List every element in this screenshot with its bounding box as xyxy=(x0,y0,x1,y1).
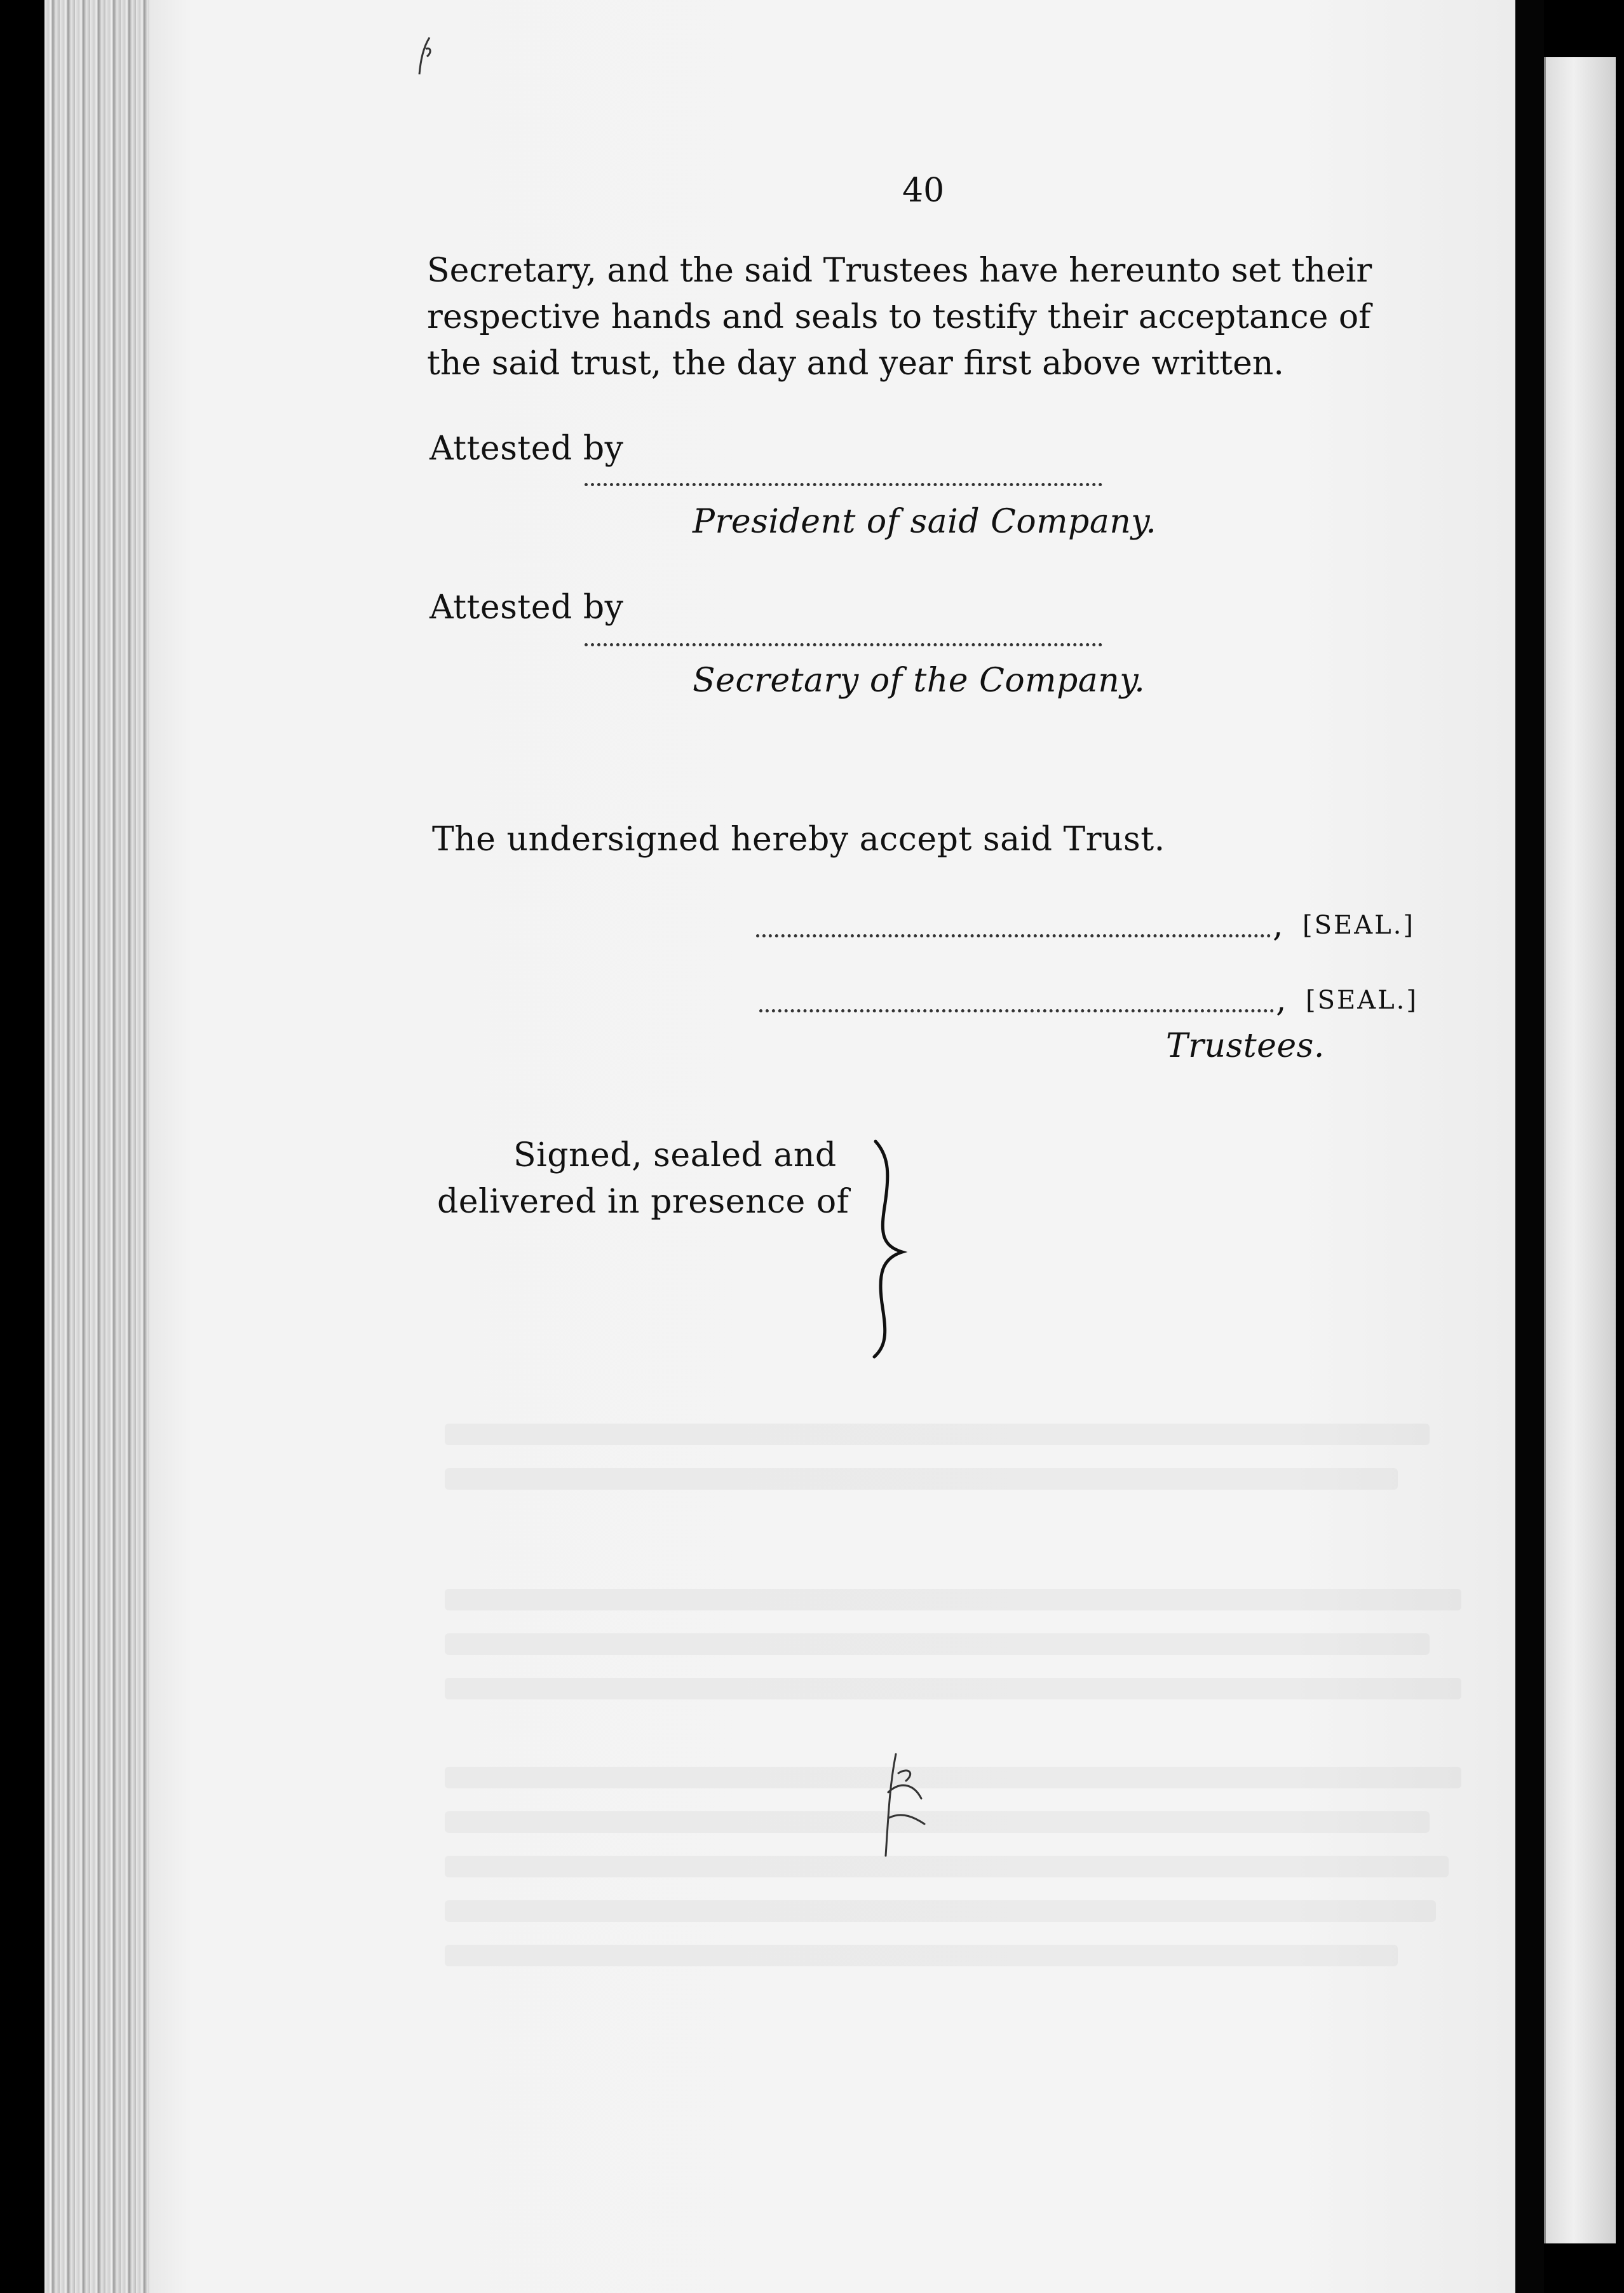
signature-comma: , xyxy=(1276,981,1287,1019)
bleed-through xyxy=(445,1633,1430,1655)
binding-gutter xyxy=(1515,0,1544,2293)
seal-label: [SEAL.] xyxy=(1303,911,1415,940)
pencil-mark-icon xyxy=(413,35,438,79)
witness-line: delivered in presence of xyxy=(437,1183,849,1221)
bleed-through xyxy=(445,1856,1449,1877)
secretary-signature-line xyxy=(585,643,1102,646)
trustee-signature-line xyxy=(756,934,1271,937)
bleed-through xyxy=(445,1811,1430,1833)
scan-corner xyxy=(1544,2243,1624,2293)
paragraph-line: the said trust, the day and year first above written. xyxy=(427,344,1284,383)
page-number: 40 xyxy=(902,172,945,210)
bleed-through xyxy=(445,1424,1430,1445)
stacked-page-edges xyxy=(44,0,159,2293)
bleed-through xyxy=(445,1945,1398,1966)
secretary-title: Secretary of the Company. xyxy=(693,662,1146,700)
attested-by-label: Attested by xyxy=(430,430,624,468)
bleed-through xyxy=(445,1900,1436,1922)
attested-by-label: Attested by xyxy=(430,589,624,627)
bleed-through xyxy=(445,1767,1461,1788)
paragraph-line: respective hands and seals to testify their acceptance of xyxy=(427,298,1371,336)
seal-label: [SEAL.] xyxy=(1306,986,1418,1015)
acceptance-statement: The undersigned hereby accept said Trust. xyxy=(432,820,1165,859)
witness-line: Signed, sealed and xyxy=(513,1136,837,1174)
closing-paragraph xyxy=(427,248,1431,387)
president-title: President of said Company. xyxy=(693,503,1157,541)
paragraph-line: Secretary, and the said Trustees have hereunto set their xyxy=(427,252,1372,290)
bleed-through xyxy=(445,1678,1461,1699)
president-signature-line xyxy=(585,483,1102,486)
trustee-signature-line xyxy=(759,1009,1274,1012)
curly-brace-icon xyxy=(870,1138,909,1360)
trustees-label: Trustees. xyxy=(1166,1027,1325,1065)
bleed-through xyxy=(445,1468,1398,1490)
bleed-through xyxy=(445,1589,1461,1610)
pencil-mark-icon xyxy=(877,1748,934,1862)
adjacent-page-edge xyxy=(1544,57,1616,2243)
signature-comma: , xyxy=(1273,906,1284,944)
